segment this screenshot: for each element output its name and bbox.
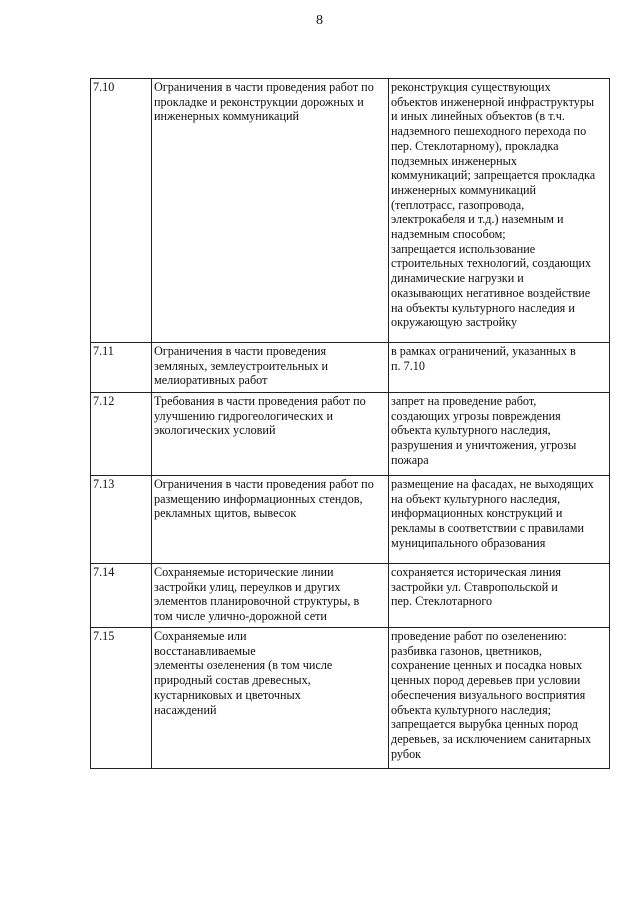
item-number: 7.14: [91, 564, 152, 628]
table-row: [91, 564, 610, 628]
item-rule: запрет на проведение работ, создающих угрозы повреждения объекта культурного наследия, разрушения и уничтожения, угрозы пожара: [389, 393, 610, 476]
item-name: Ограничения в части проведения земляных, землеустроительных и мелиоративных работ: [152, 343, 389, 393]
item-number: 7.11: [91, 343, 152, 393]
item-rule: размещение на фасадах, не выходящих на объект культурного наследия, информационных конструкций и рекламы в соответствии с правилами муниципального образования: [389, 476, 610, 564]
item-name: Сохраняемые или восстанавливаемые элементы озеленения (в том числе природный состав древесных, кустарниковых и цветочных насаждений: [152, 628, 389, 769]
item-rule: в рамках ограничений, указанных в п. 7.10: [389, 343, 610, 393]
item-rule: проведение работ по озеленению: разбивка газонов, цветников, сохранение ценных и посадка новых ценных пород деревьев при условии обеспечения визуального восприятия объекта культурного наследия; запрещается вырубка ценных пород деревьев, за исключением санитарных рубок: [389, 628, 610, 769]
requirements-table: [90, 78, 610, 769]
table-row: [91, 476, 610, 564]
item-number: 7.10: [91, 79, 152, 343]
item-name: Сохраняемые исторические линии застройки улиц, переулков и других элементов планировочной структуры, в том числе улично-дорожной сети: [152, 564, 389, 628]
item-name: Ограничения в части проведения работ по размещению информационных стендов, рекламных щитов, вывесок: [152, 476, 389, 564]
item-name: Ограничения в части проведения работ по прокладке и реконструкции дорожных и инженерных коммуникаций: [152, 79, 389, 343]
item-rule: сохраняется историческая линия застройки ул. Ставропольской и пер. Стеклотарного: [389, 564, 610, 628]
item-rule: реконструкция существующих объектов инженерной инфраструктуры и иных линейных объектов (в т.ч. надземного пешеходного перехода по пер. Стеклотарному), прокладка подземных инженерных коммуникаций; запрещается прокладка инженерных коммуникаций (теплотрасс, газопровода, электрокабеля и т.д.) наземным и надземным способом; запрещается использование строительных технологий, создающих динамические нагрузки и оказывающих негативное воздействие на объекты культурного наследия и окружающую застройку: [389, 79, 610, 343]
page-number: 8: [316, 13, 323, 28]
item-name: Требования в части проведения работ по улучшению гидрогеологических и экологических условий: [152, 393, 389, 476]
table-row: [91, 628, 610, 769]
table-row: [91, 343, 610, 393]
item-number: 7.15: [91, 628, 152, 769]
item-number: 7.13: [91, 476, 152, 564]
table-row: [91, 79, 610, 343]
item-number: 7.12: [91, 393, 152, 476]
table-row: [91, 393, 610, 476]
